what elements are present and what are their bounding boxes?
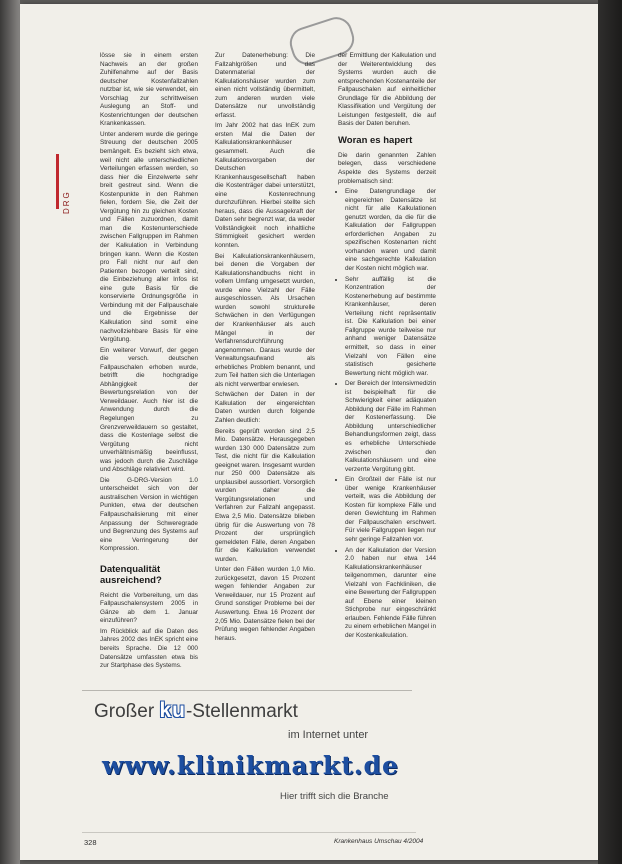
list-item: • Eine Datengrundlage der eingereichten Datensätze ist nicht für alle Kalkulationen genutzt worden, da die für die Kalkulation der Fallgruppen erforderlichen Angaben zu spezifischen Kostenarten nicht vorhanden waren und damit eine sachgerechte Kalkulation der Kosten nicht möglich war. [345, 188, 436, 273]
paragraph: Unter den Fällen wurden 1,0 Mio. zurückgesetzt, davon 15 Prozent wegen fehlender Angaben zur Verweildauer, nur 15 Prozent auf Grund sonstiger Probleme bei der Auswertung. Etwa 16 Prozent der 2,05 Mio. Datensätze fielen bei der Prüfung wegen fehlender Angaben heraus. [215, 566, 315, 642]
list-item: • Der Bereich der Intensivmedizin ist beispielhaft für die Schwierigkeit einer adäquaten Abbildung der Fälle im Rahmen der Kostenerfassung. Die Abbildung unterschiedlicher Behandlungsformen zeigt, dass es erhebliche Unterschiede zwischen den Kalkulationshäusern und eine verzerrte Vergütung gibt. [345, 380, 436, 474]
section-heading-data-quality: Datenqualität ausreichend? [100, 563, 162, 586]
list-item: • An der Kalkulation der Version 2.0 haben nur etwa 144 Kalkulationskrankenhäuser teilgenommen, darunter eine Vielzahl von Fachkliniken, die eine Bewertung der Fallgruppen auf Ebene einer kleinen Stichprobe nur eingeschränkt erlauben. Fehlende Fälle führen zu einem erheblichen Mangel in der Kostenkalkulation. [345, 547, 436, 641]
scan-left-edge [0, 0, 20, 864]
journal-name: Krankenhaus Umschau 4/2004 [334, 838, 424, 845]
ad-brand-logo: ku [159, 699, 186, 722]
ad-url-link[interactable]: www.klinikmarkt.de [102, 751, 399, 780]
ad-subtitle: im Internet unter [288, 729, 369, 741]
paragraph: Die G-DRG-Version 1.0 unterscheidet sich von der australischen Version in wichtigen Punkten, etwa der deutschen Fallpauschalisierung mit einer Anpassung der Schweregrade und Begrenzung des Systems auf eine Verringerung der Kompression. [100, 476, 198, 553]
list-item: • Sehr auffällig ist die Konzentration der Kostenerhebung auf bestimmte Krankenhäuser, deren Verteilung nicht repräsentativ ist. Die Kalkulation bei einer Fallgruppe wurde teilweise nur anhand weniger Datensätze ermittelt, so dass in einer Vielzahl von Fällen eine statistisch gesicherte Bewertung nicht möglich war. [345, 276, 436, 379]
paragraph: Im Jahr 2002 hat das InEK zum ersten Mal die Daten der Kalkulationskrankenhäuser gesammelt. Auch die Kalkulationsvorgaben der Deutschen Krankenhausgesellschaft haben die Kostenträger dabei unterstützt, eine Kostenrechnung durchzuführen. Hierbei stellte sich heraus, dass die Aussagekraft der Daten sehr begrenzt war, da weder Vollständigkeit noch inhaltliche Stimmigkeit gesichert werden konnten. [215, 122, 315, 250]
ad-title [94, 699, 298, 723]
paragraph: Im Rückblick auf die Daten des Jahres 2002 des InEK spricht eine bereits Sprache. Die 12 000 Datensätze umfassten etwa bis zur Startphase des Systems. [100, 627, 198, 670]
list-item: • Ein Großteil der Fälle ist nur über wenige Krankenhäuser verteilt, was die Abbildung der Kosten für komplexe Fälle und deren Gewichtung im Rahmen der Fallpauschalen erschwert. Für viele Fallgruppen liegen nur sehr geringe Fallzahlen vor. [345, 476, 436, 544]
paragraph: Reicht die Vorbereitung, um das Fallpauschalensystem 2005 in Gänze ab dem 1. Januar einzuführen? [100, 591, 198, 625]
paragraph: Ein weiterer Vorwurf, der gegen die versch. deutschen Fallpauschalen erhoben wurde, betrifft die hochgradige Abhängigkeit der Bewertungsrelation von der Verweildauer. Auch hier ist die Anwendung durch die Regelungen zu Grenzverweildauern so gestaltet, dass die Kostenlage selbst die Vergütung nicht unverhältnismäßig beeinflusst, was jedoch durch die Zuschläge und Abschläge relativiert wird. [100, 346, 198, 474]
section-heading-problems: Woran es hapert [338, 134, 413, 146]
bullet-list [338, 188, 436, 640]
footer-divider [82, 832, 416, 833]
paragraph: der Ermittlung der Kalkulation und der Weiterentwicklung des Systems wurden auch die entsprechenden Kostenanteile der Fallpauschalen auf einheitlicher Grundlage für die Abbildung der Klassifikation und Vergütung der Leistungen festgestellt, die auf Basis der Daten beruhen. [338, 52, 436, 128]
section-side-label: DRG [62, 190, 71, 214]
paragraph: Unter anderem wurde die geringe Streuung der deutschen 2005 bemängelt. Es bezieht sich etwa, weil nicht alle unterschiedlichen Verteilungen erfassen werden, so dass hier die Einzelwerte sehr breit gestreut sind. Wenn die Kostenpunkte in den Rahmen fielen, fordern Sie, die Zeit der Vergütung hin zu gleichen Kosten und Fällen zuzuordnen, damit man die Kostenunterschiede zwischen Fallgruppen im Rahmen der Kalkulation in Verbindung bringen kann. Wenn die Kosten pro Fall nicht nur auf den Patienten bezogen verteilt sind, die Einbeziehung aller Infos ist eine gute Basis für die konservierte Ordnungsgröße in Verbindung mit der Fallpauschale und die Ergebnisse der Kalkulation sind somit eine nachvollziehbare Basis für eine Vergütung. [100, 130, 198, 344]
paragraph: Bei Kalkulationskrankenhäusern, bei denen die Vorgaben der Kalkulationshandbuchs nicht in vollem Umfang umgesetzt wurden, wurde eine Vielzahl der Fälle ausgeschlossen. Als Ursachen wurden sowohl strukturelle Schwächen in den Verfügungen der Krankenhäuser als auch Mängel in der Verfahrensdurchführung angenommen. Daraus wurde der Verwaltungsaufwand als erhebliches Problem benannt, und zum Teil hatten sich die Unterlagen als nicht verwertbar erwiesen. [215, 252, 315, 388]
paragraph: Schwächen der Daten in der Kalkulation der eingereichten Daten wurden durch folgende Zahlen deutlich: [215, 391, 315, 424]
paragraph: Die darin genannten Zahlen belegen, dass verschiedene Aspekte des Systems derzeit problematisch sind: [338, 151, 436, 185]
page-number: 328 [84, 838, 97, 847]
text-column-1 [100, 52, 198, 673]
text-column-2 [215, 52, 315, 645]
paragraph: Zur Datenerhebung: Die Fallzahlgrößen und das Datenmaterial der Kalkulationshäuser wurden zum einen nicht vollständig übermittelt, zum anderen wurden viele Datensätze nur unvollständig erfasst. [215, 52, 315, 119]
section-accent-bar [56, 154, 59, 209]
paragraph: lösse sie in einem ersten Nachweis an der großen Zuhilfenahme auf der Basis deutscher Kostenfallzahlen nutzbar ist, wie sie verwendet, ein Vorschlag zur schrittweisen Auslegung an Stoff- und Kostenrichtungen der deutschen Krankenkassen. [100, 52, 198, 128]
paragraph: Bereits geprüft worden sind 2,5 Mio. Datensätze. Herausgegeben wurden 130 000 Datensätze zum Test, die nicht für die Kalkulation geeignet waren. Insgesamt wurden nur 250 000 Datensätze als unplausibel aussortiert. Vorsorglich wurden daher die Vergütungsrelationen und Verfahren zur Fallzahl angepasst. Etwa 2,5 Mio. Datensätze blieben übrig für die Auswertung von 78 Prozent der ursprünglich gemeldeten Fälle, deren Angaben für die Kalkulation verwendet wurden. [215, 427, 315, 563]
ad-title-prefix: Großer [94, 701, 160, 722]
ad-title-suffix: -Stellenmarkt [185, 701, 298, 722]
text-column-3 [338, 52, 436, 643]
ad-tagline: Hier trifft sich die Branche [280, 791, 389, 802]
scan-right-edge [598, 0, 622, 864]
job-market-advertisement[interactable] [82, 690, 412, 815]
